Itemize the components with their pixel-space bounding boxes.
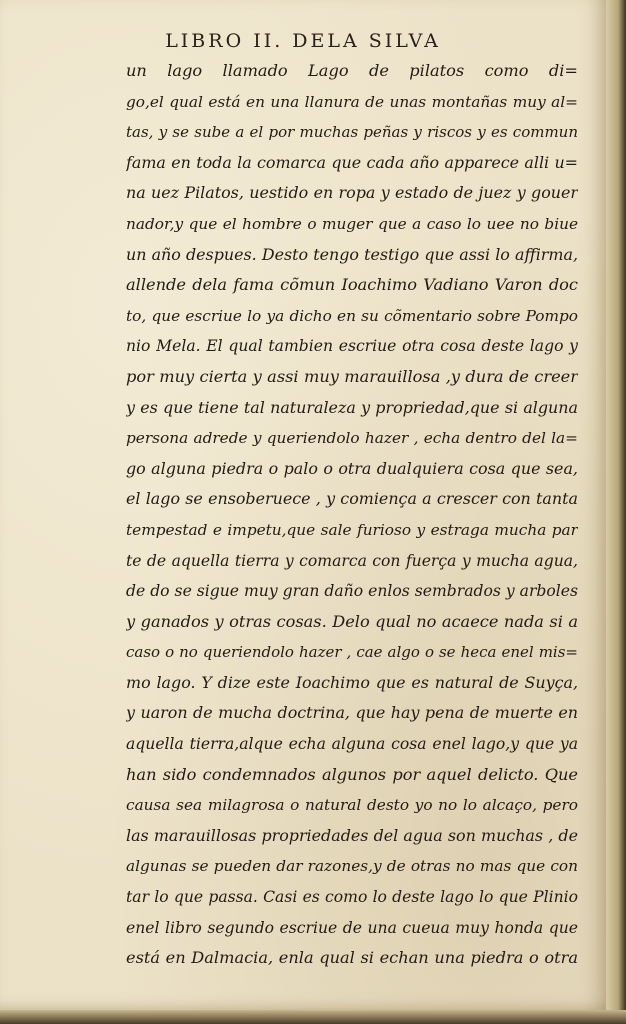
text-line: na uez Pilatos, uestido en ropa y estado de juez y gouer	[126, 183, 578, 203]
text-line: fama en toda la comarca que cada año apparece alli u=	[126, 152, 578, 172]
text-line: por muy cierta y assi muy marauillosa ,y dura de creer	[126, 366, 578, 386]
running-header: LIBRO II. DELA SILVA	[165, 30, 441, 52]
text-line: go,el qual está en una llanura de unas montañas muy al=	[126, 92, 578, 111]
text-line: allende dela fama cõmun Ioachimo Vadiano Varon doc	[126, 275, 578, 295]
page-fore-edge	[606, 0, 626, 1024]
text-line: y uaron de mucha doctrina, que hay pena de muerte en	[126, 703, 578, 723]
text-line: nio Mela. El qual tambien escriue otra cosa deste lago y	[126, 337, 578, 356]
text-line: tempestad e impetu,que sale furioso y estraga mucha par	[126, 520, 578, 539]
text-line: tas, y se sube a el por muchas peñas y riscos y es commun	[126, 123, 578, 142]
text-line: tar lo que passa. Casi es como lo deste lago lo que Plinio	[126, 888, 578, 907]
text-line: un año despues. Desto tengo testigo que assi lo affirma,	[126, 244, 578, 264]
text-line: mo lago. Y dize este Ioachimo que es natural de Suyça,	[126, 672, 578, 692]
text-line: go alguna piedra o palo o otra dualquiera cosa que sea,	[126, 458, 578, 478]
text-line: persona adrede y queriendolo hazer , echa dentro del la=	[126, 429, 578, 448]
text-line: aquella tierra,alque echa alguna cosa enel lago,y que ya	[126, 735, 578, 754]
text-line: nador,y que el hombre o muger que a caso lo uee no biue	[126, 214, 578, 233]
text-line: un lago llamado Lago de pilatos como di=	[126, 61, 578, 80]
text-line: y es que tiene tal naturaleza y propriedad,que si alguna	[126, 397, 578, 417]
text-line: está en Dalmacia, enla qual si echan una piedra o otra	[126, 948, 578, 968]
body-text	[126, 56, 578, 974]
text-line: enel libro segundo escriue de una cueua muy honda que	[126, 918, 578, 937]
page-bottom-edge	[0, 1010, 626, 1024]
text-line: to, que escriue lo ya dicho en su cõmentario sobre Pompo	[126, 306, 578, 325]
text-line: las marauillosas propriedades del agua son muchas , de	[126, 825, 578, 845]
text-line: causa sea milagrosa o natural desto yo no lo alcaço, pero	[126, 796, 578, 815]
text-line: te de aquella tierra y comarca con fuerça y mucha agua,	[126, 551, 578, 570]
text-line: el lago se ensoberuece , y comiença a crescer con tanta	[126, 489, 578, 509]
text-line: de do se sigue muy gran daño enlos sembrados y arboles	[126, 582, 578, 601]
text-line: algunas se pueden dar razones,y de otras no mas que con	[126, 857, 578, 876]
text-line: caso o no queriendolo hazer , cae algo o se heca enel mis=	[126, 643, 578, 662]
text-line: y ganados y otras cosas. Delo qual no acaece nada si a	[126, 611, 578, 631]
text-line: han sido condemnados algunos por aquel delicto. Que	[126, 764, 578, 784]
